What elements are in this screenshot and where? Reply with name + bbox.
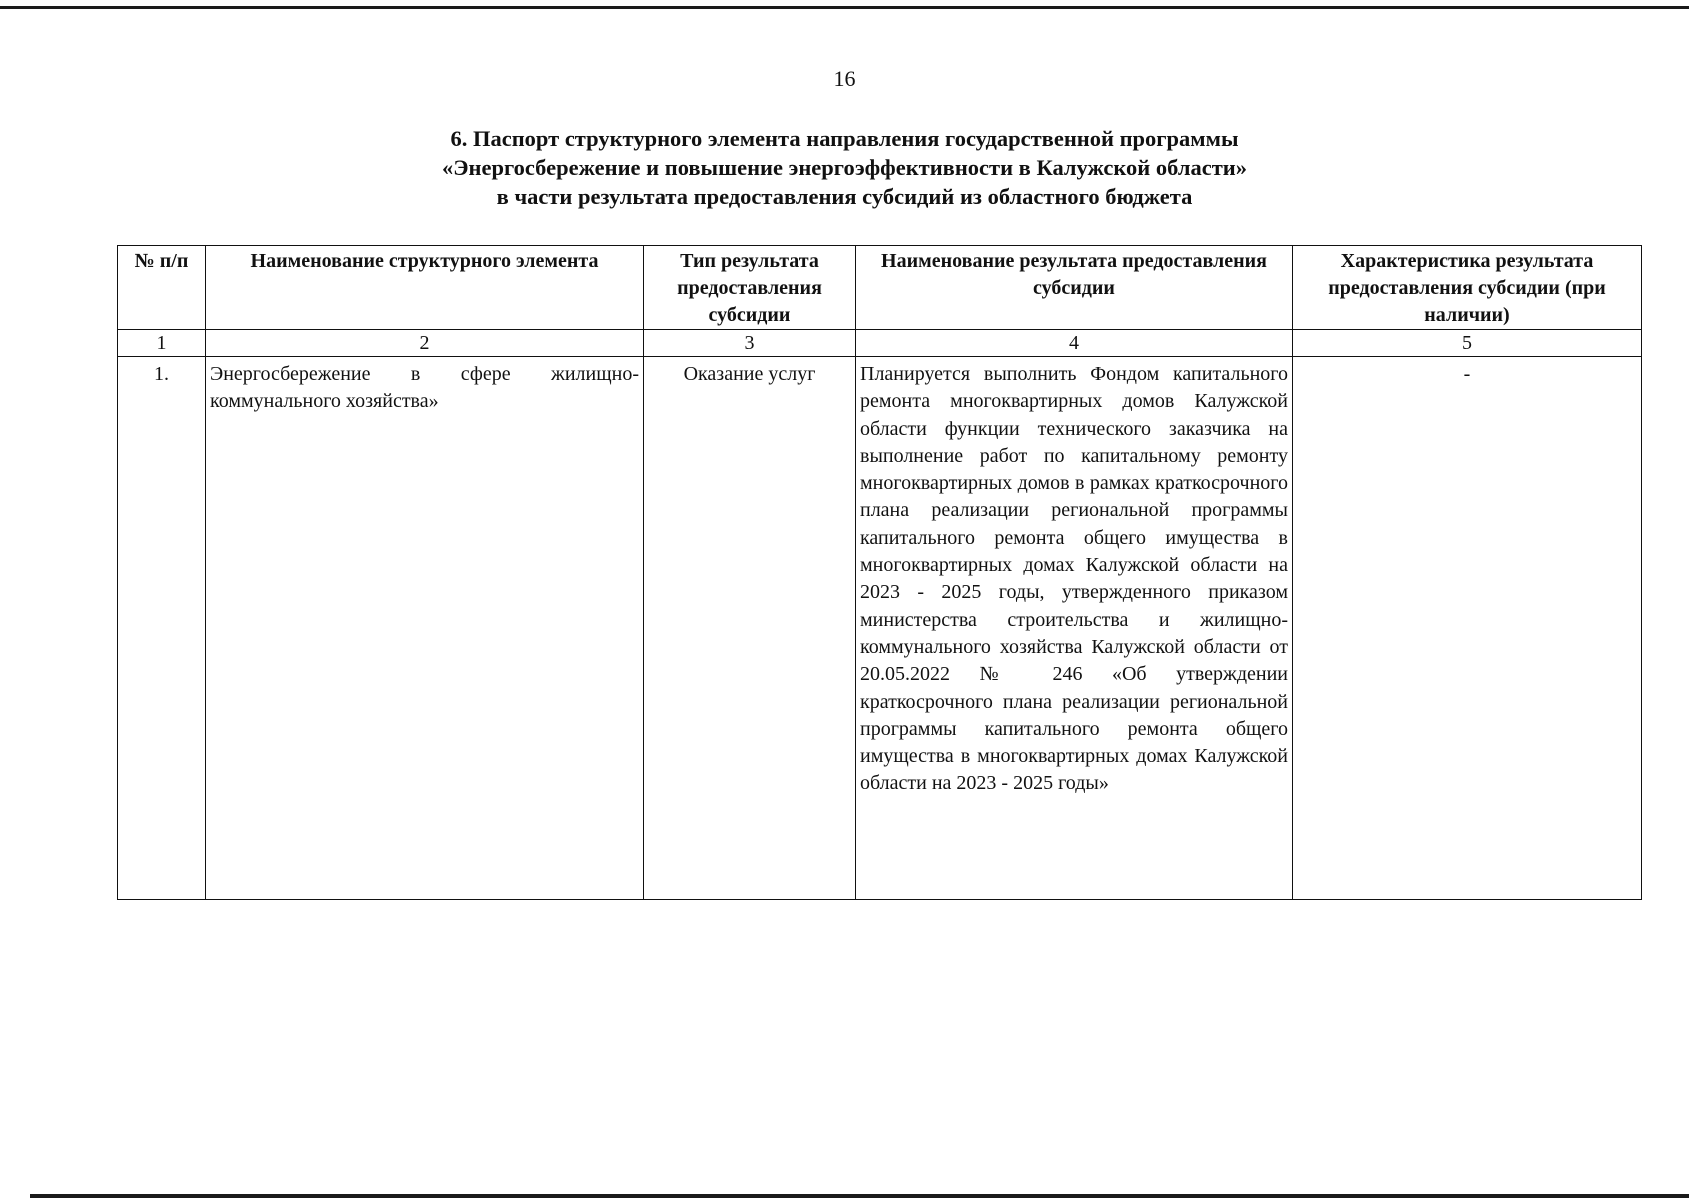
passport-table bbox=[117, 245, 1642, 900]
cell-result-characteristic: - bbox=[1293, 357, 1642, 900]
column-number: 3 bbox=[644, 330, 856, 357]
title-line-1: 6. Паспорт структурного элемента направления государственной программы bbox=[450, 126, 1239, 151]
header-result-characteristic: Характеристика результата предоставления субсидии (при наличии) bbox=[1293, 246, 1642, 330]
cell-row-number: 1. bbox=[118, 357, 206, 900]
scan-edge-top bbox=[0, 6, 1689, 9]
header-element-name: Наименование структурного элемента bbox=[206, 246, 644, 330]
page-number: 16 bbox=[833, 66, 856, 91]
cell-result-name: Планируется выполнить Фондом капитального ремонта многоквартирных домов Калужской области функции технического заказчика на выполнение работ по капитальному ремонту многоквартирных домов в рамках краткосрочного плана реализации региональной программы капитального ремонта общего имущества в многоквартирных домах Калужской области на 2023 - 2025 годы, утвержденного приказом министерства строительства и жилищно-коммунального хозяйства Калужской области от 20.05.2022 № 246 «Об утверждении краткосрочного плана реализации региональной программы капитального ремонта общего имущества в многоквартирных домах Калужской области на 2023 - 2025 годы» bbox=[856, 357, 1293, 900]
cell-element-name: Энергосбережение в сфере жилищно-коммунального хозяйства» bbox=[206, 357, 644, 900]
title-line-3: в части результата предоставления субсидий из областного бюджета bbox=[496, 184, 1193, 209]
column-number: 2 bbox=[206, 330, 644, 357]
column-number: 1 bbox=[118, 330, 206, 357]
cell-result-type: Оказание услуг bbox=[644, 357, 856, 900]
table-row bbox=[118, 357, 1642, 900]
document-title bbox=[0, 124, 1689, 211]
column-number: 4 bbox=[856, 330, 1293, 357]
column-number-row bbox=[118, 330, 1642, 357]
header-result-name: Наименование результата предоставления субсидии bbox=[856, 246, 1293, 330]
header-num: № п/п bbox=[118, 246, 206, 330]
table-header-row bbox=[118, 246, 1642, 330]
header-result-type: Тип результата предоставления субсидии bbox=[644, 246, 856, 330]
title-line-2: «Энергосбережение и повышение энергоэффективности в Калужской области» bbox=[442, 155, 1247, 180]
column-number: 5 bbox=[1293, 330, 1642, 357]
scan-edge-bottom bbox=[30, 1194, 1689, 1198]
